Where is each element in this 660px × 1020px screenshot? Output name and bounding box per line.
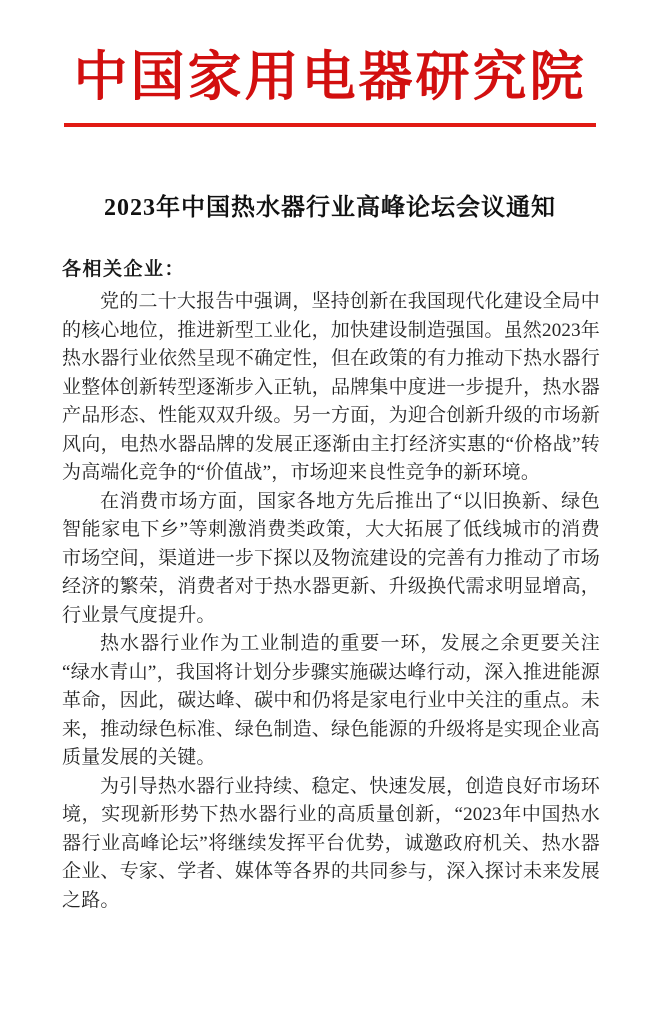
letterhead-red-rule (64, 123, 596, 127)
body-paragraph: 在消费市场方面，国家各地方先后推出了“以旧换新、绿色智能家电下乡”等刺激消费类政策，大大拓展了低线城市的消费市场空间，渠道进一步下探以及物流建设的完善有力推动了市场经济的繁荣，消费者对于热水器更新、升级换代需求明显增高，行业景气度提升。 (62, 490, 600, 626)
document-title: 2023年中国热水器行业高峰论坛会议通知 (104, 195, 556, 221)
letterhead (0, 0, 660, 127)
body-paragraph: 为引导热水器行业持续、稳定、快速发展，创造良好市场环境，实现新形势下热水器行业的高质量创新，“2023年中国热水器行业高峰论坛”将继续发挥平台优势，诚邀政府机关、热水器企业、专家、学者、媒体等各界的共同参与，深入探讨未来发展之路。 (62, 775, 600, 911)
letterhead-organization-name: 中国家用电器研究院 (73, 47, 587, 107)
body-paragraph: 热水器行业作为工业制造的重要一环，发展之余更要关注“绿水青山”，我国将计划分步骤实施碳达峰行动，深入推进能源革命，因此，碳达峰、碳中和仍将是家电行业中关注的重点。未来，推动绿色标准、绿色制造、绿色能源的升级将是实现企业高质量发展的关键。 (62, 633, 600, 768)
document-body (62, 255, 600, 915)
body-paragraph: 党的二十大报告中强调，坚持创新在我国现代化建设全局中的核心地位，推进新型工业化，加快建设制造强国。虽然2023年热水器行业依然呈现不确定性，但在政策的有力推动下热水器行业整体创新转型逐渐步入正轨，品牌集中度进一步提升，热水器产品形态、性能双双升级。另一方面，为迎合创新升级的市场新风向，电热水器品牌的发展正逐渐由主打经济实惠的“价格战”转为高端化竞争的“价值战”，市场迎来良性竞争的新环境。 (62, 291, 601, 483)
salutation: 各相关企业： (62, 259, 186, 280)
